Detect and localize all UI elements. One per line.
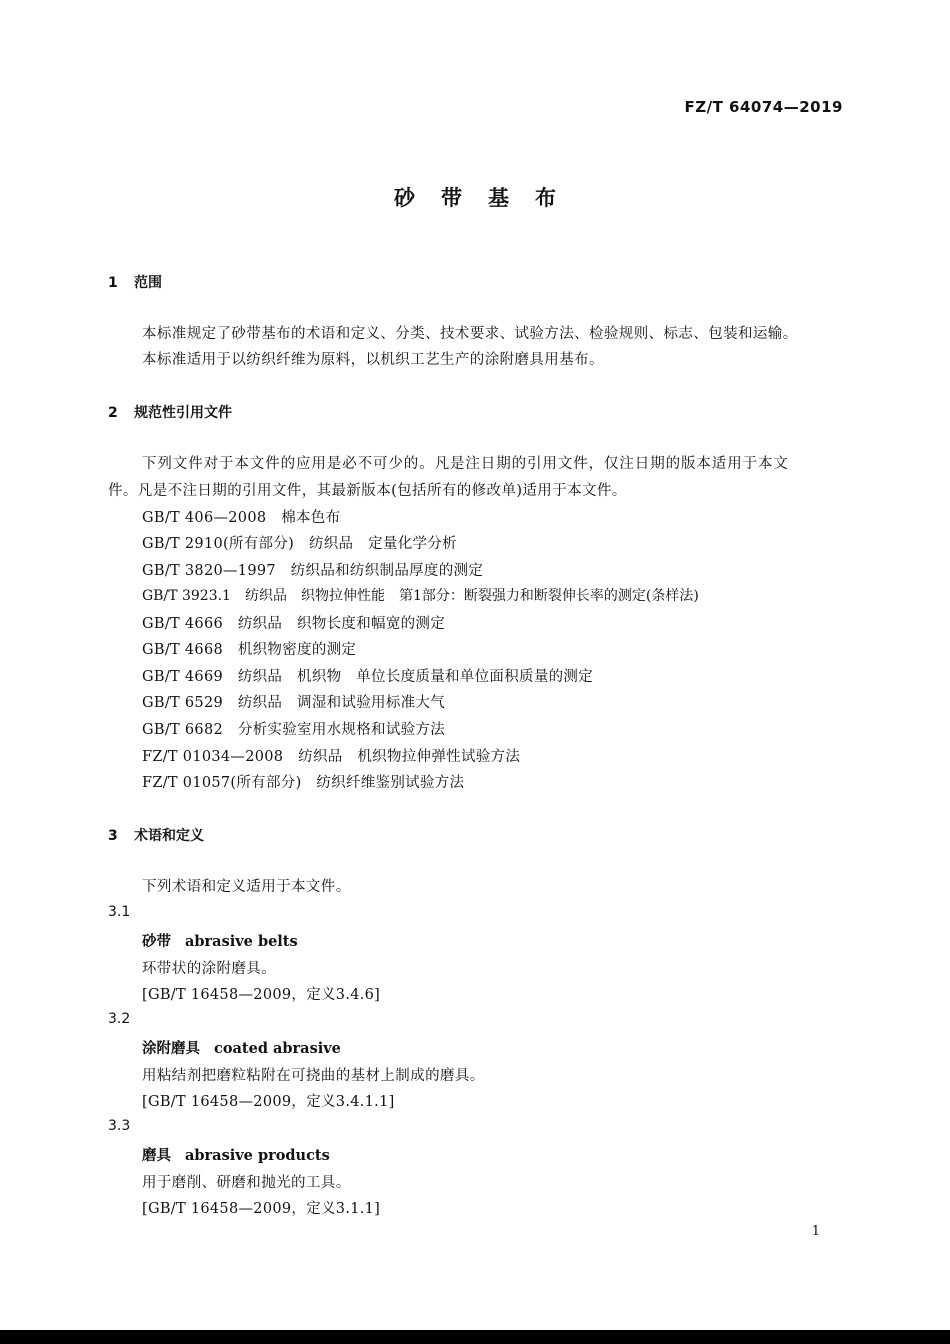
term-heading [142,1144,330,1165]
paragraph: 件。凡是不注日期的引用文件，其最新版本(包括所有的修改单)适用于本文件。 [108,483,627,499]
reference-title: 棉本色布 [281,510,341,526]
reference-item [142,718,445,739]
reference-code: FZ/T 01034—2008 [142,749,284,765]
paragraph: 本标准规定了砂带基布的术语和定义、分类、技术要求、试验方法、检验规则、标志、包装和运输。 [142,326,798,342]
reference-item [142,532,457,553]
standard-number: FZ/T 64074—2019 [684,98,843,116]
reference-code: GB/T 6682 [142,722,224,738]
reference-code: GB/T 2910(所有部分) [142,536,295,552]
reference-title: 机织物密度的测定 [237,642,357,658]
reference-code: GB/T 3820—1997 [142,563,276,579]
term-cn: 砂带 [142,933,171,950]
reference-title: 纺织品 机织物拉伸弹性试验方法 [298,749,521,765]
section-number: 1 [108,275,118,291]
reference-title: 纺织纤维鉴别试验方法 [316,775,465,791]
reference-code: FZ/T 01057(所有部分) [142,775,302,791]
section-title: 术语和定义 [134,828,204,844]
term-definition: 用粘结剂把磨粒粘附在可挠曲的基材上制成的磨具。 [142,1068,485,1084]
reference-title: 纺织品和纺织制品厚度的测定 [290,563,484,579]
document-title: 砂带基布 [394,186,582,210]
page-number: 1 [811,1224,820,1239]
bottom-border [0,1330,950,1344]
section-title: 规范性引用文件 [134,405,232,421]
section-2-heading [108,402,232,422]
term-heading [142,1037,341,1058]
term-definition: 环带状的涂附磨具。 [142,961,277,977]
reference-code: GB/T 6529 [142,695,224,711]
term-en: abrasive products [185,1147,330,1164]
reference-title: 纺织品 调湿和试验用标准大气 [237,695,446,711]
reference-title: 纺织品 织物拉伸性能 第1部分：断裂强力和断裂伸长率的测定(条样法) [244,588,699,604]
term-en: abrasive belts [185,933,298,950]
paragraph: 下列文件对于本文件的应用是必不可少的。凡是注日期的引用文件，仅注日期的版本适用于本文 [142,456,789,472]
reference-title: 分析实验室用水规格和试验方法 [237,722,446,738]
term-en: coated abrasive [214,1040,341,1057]
reference-item [142,559,483,580]
term-number: 3.1 [108,904,131,920]
term-source: [GB/T 16458—2009，定义3.4.6] [142,987,381,1003]
term-heading [142,930,298,951]
reference-title: 纺织品 定量化学分析 [308,536,457,552]
section-title: 范围 [134,275,162,291]
reference-title: 纺织品 机织物 单位长度质量和单位面积质量的测定 [237,669,594,685]
term-number: 3.3 [108,1118,131,1134]
term-number: 3.2 [108,1011,131,1027]
reference-item [142,665,593,686]
section-number: 2 [108,405,118,421]
section-3-heading [108,825,204,845]
reference-item [142,771,464,792]
reference-item [142,691,445,712]
reference-code: GB/T 4668 [142,642,224,658]
reference-item [142,745,520,766]
reference-code: GB/T 4666 [142,616,224,632]
paragraph: 本标准适用于以纺织纤维为原料，以机织工艺生产的涂附磨具用基布。 [142,352,604,368]
section-number: 3 [108,828,118,844]
section-1-heading [108,272,162,292]
paragraph: 下列术语和定义适用于本文件。 [142,879,351,895]
reference-item [142,506,340,527]
term-definition: 用于磨削、研磨和抛光的工具。 [142,1175,351,1191]
reference-item [142,585,699,605]
reference-code: GB/T 406—2008 [142,510,267,526]
reference-code: GB/T 3923.1 [142,588,231,604]
reference-code: GB/T 4669 [142,669,224,685]
reference-item [142,612,445,633]
term-cn: 涂附磨具 [142,1040,200,1057]
reference-item [142,638,356,659]
term-source: [GB/T 16458—2009，定义3.1.1] [142,1201,381,1217]
term-cn: 磨具 [142,1147,171,1164]
reference-title: 纺织品 织物长度和幅宽的测定 [237,616,446,632]
term-source: [GB/T 16458—2009，定义3.4.1.1] [142,1094,395,1110]
